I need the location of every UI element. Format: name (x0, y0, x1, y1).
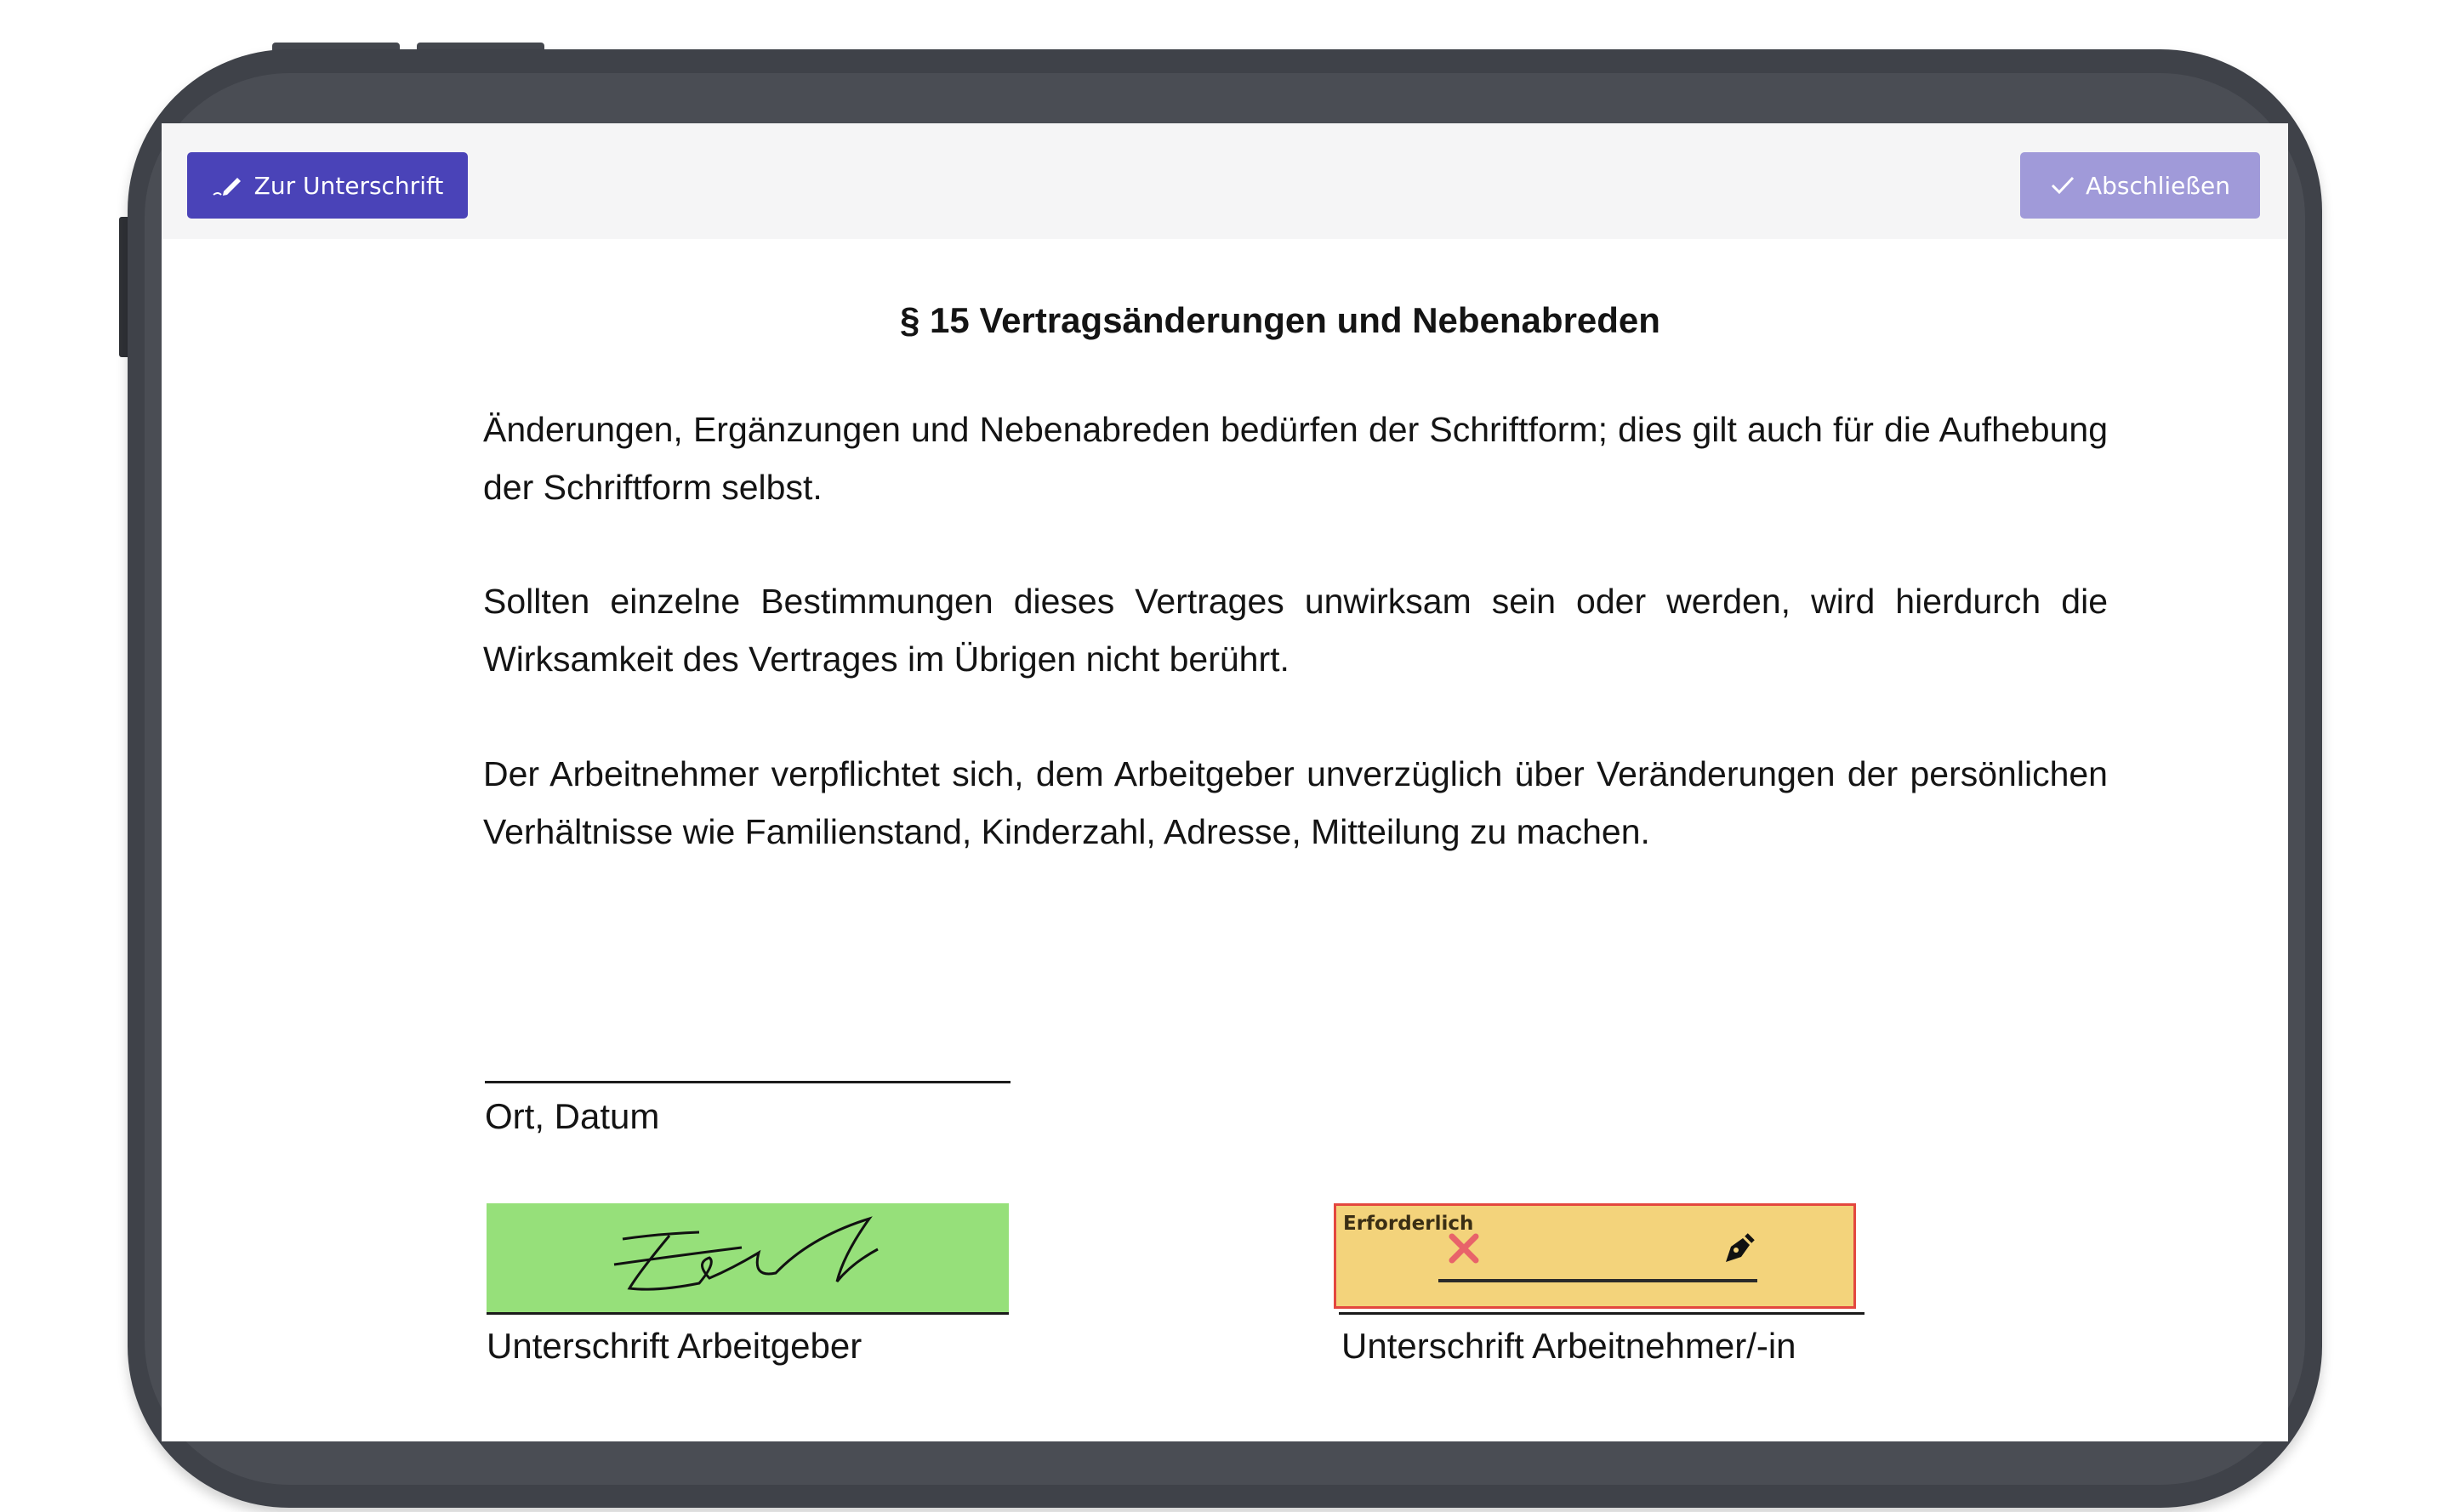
paragraph: Änderungen, Ergänzungen und Nebenabreden bedürfen der Schriftform; dies gilt auch für die Aufhebung der Schriftform selbst. (483, 410, 2108, 507)
toolbar (162, 123, 2288, 239)
signature-baseline (1438, 1279, 1757, 1282)
employer-signature-label: Unterschrift Arbeitgeber (487, 1326, 862, 1366)
required-badge: Erforderlich (1343, 1213, 1474, 1235)
pencil-icon (212, 173, 244, 198)
go-to-signature-label: Zur Unterschrift (253, 171, 444, 200)
employee-signature-label: Unterschrift Arbeitnehmer/-in (1341, 1326, 1796, 1366)
paragraph: Der Arbeitnehmer verpflichtet sich, dem Arbeitgeber unverzüglich über Veränderungen der persönlichen Verhältnisse wie Familienstand, Kinderzahl, Adresse, Mitteilung zu machen. (483, 754, 2108, 851)
employer-signature-line (487, 1312, 1009, 1315)
close-icon (1447, 1231, 1481, 1265)
section-heading: § 15 Vertragsänderungen und Nebenabreden (900, 300, 1660, 340)
pen-nib-icon (1717, 1228, 1758, 1269)
place-date-label: Ort, Datum (485, 1096, 660, 1136)
signature-image (487, 1203, 1009, 1312)
employee-signature-line (1339, 1312, 1864, 1315)
place-date-line (485, 1081, 1011, 1083)
finish-label: Abschließen (2085, 171, 2231, 200)
employer-signature-field[interactable] (487, 1203, 1009, 1312)
finish-button[interactable] (2020, 152, 2260, 219)
go-to-signature-button[interactable] (187, 152, 468, 219)
check-icon (2050, 174, 2075, 196)
paragraph: Sollten einzelne Bestimmungen dieses Vertrages unwirksam sein oder werden, wird hierdurch die Wirksamkeit des Vertrages im Übrigen nicht berührt. (483, 582, 2108, 679)
employee-signature-field[interactable] (1334, 1203, 1856, 1309)
document-page (162, 239, 2288, 1441)
tablet-screen (162, 123, 2288, 1441)
